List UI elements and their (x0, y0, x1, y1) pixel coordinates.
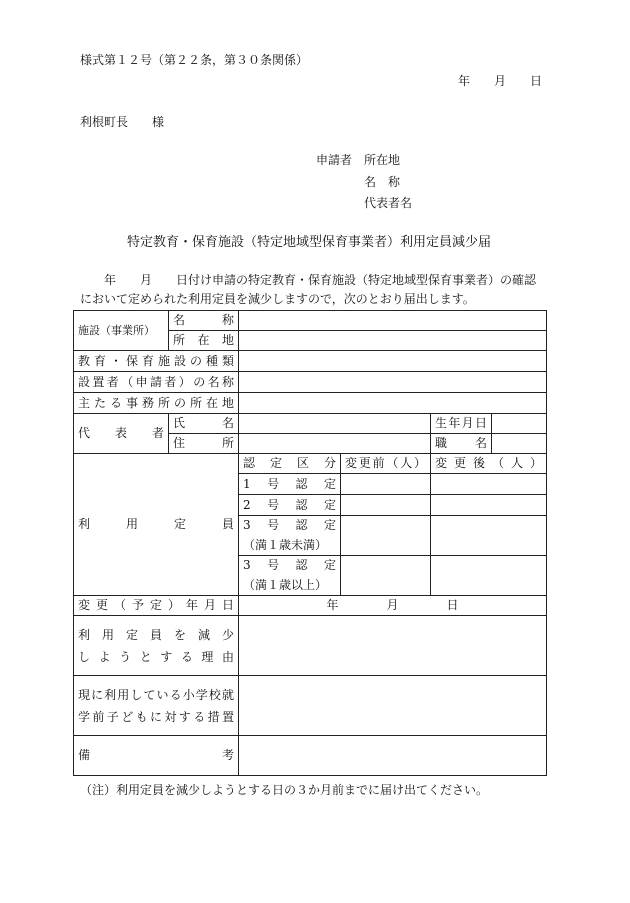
office-location-label: 主たる事務所の所在地 (74, 393, 239, 414)
birthdate-label: 生年月日 (431, 414, 492, 433)
birthdate-field[interactable] (492, 414, 546, 433)
representative-label: 代表者 (74, 414, 169, 454)
rep-name-field[interactable] (239, 414, 431, 434)
footnote: （注）利用定員を減少しようとする日の３か月前までに届け出てください。 (80, 783, 489, 797)
addressee: 利根町長 様 (80, 115, 165, 129)
cert1-before-field[interactable] (341, 474, 431, 495)
facility-type-field[interactable] (239, 351, 547, 372)
facility-location-label: 所在地 (169, 331, 239, 351)
position-label: 職名 (431, 434, 492, 453)
reason-field[interactable] (239, 616, 547, 676)
cert3b-sub-label: （満１歳以上） (239, 576, 341, 596)
reason-label-line-1: 利用定員を減少 (78, 627, 234, 642)
before-header: 変更前（人） (341, 454, 431, 474)
form-number: 様式第１２号（第２２条，第３０条関係） (80, 53, 309, 67)
cert3b-label: 3号認定 (239, 556, 341, 576)
category-header: 認定区分 (239, 454, 341, 474)
remarks-label: 備考 (74, 736, 239, 776)
rep-address-label: 住所 (169, 434, 239, 454)
founder-name-field[interactable] (239, 372, 547, 393)
birthdate-cell (431, 414, 547, 434)
cert2-before-field[interactable] (341, 495, 431, 516)
reason-label (74, 616, 239, 676)
measure-label (74, 676, 239, 736)
reason-label-line-2: しようとする理由 (78, 649, 234, 664)
remarks-field[interactable] (239, 736, 547, 776)
facility-name-field[interactable] (239, 311, 547, 331)
cert3a-before-field[interactable] (341, 516, 431, 556)
rep-name-label: 氏名 (169, 414, 239, 434)
cert1-after-field[interactable] (431, 474, 547, 495)
position-cell (431, 434, 547, 454)
facility-type-label: 教育・保育施設の種類 (74, 351, 239, 372)
notification-table (73, 310, 547, 776)
capacity-label: 利用定員 (74, 454, 239, 596)
applicant-rep-label: 代表者名 (364, 196, 413, 210)
rep-address-field[interactable] (239, 434, 431, 454)
measure-label-line-2: 学前子どもに対する措置 (78, 709, 234, 724)
position-field[interactable] (492, 434, 546, 453)
applicant-name-label: 名 称 (364, 175, 401, 189)
intro-line-1: 年 月 日付け申請の特定教育・保育施設（特定地域型保育事業者）の確認 (80, 273, 537, 287)
cert3a-sub-label: （満１歳未満） (239, 536, 341, 556)
cert3b-before-field[interactable] (341, 556, 431, 596)
change-date-value[interactable]: 年 月 日 (239, 596, 547, 616)
measure-field[interactable] (239, 676, 547, 736)
measure-label-line-1: 現に利用している小学校就 (78, 687, 234, 702)
cert2-after-field[interactable] (431, 495, 547, 516)
facility-location-field[interactable] (239, 331, 547, 351)
facility-name-label: 名称 (169, 311, 239, 331)
office-location-field[interactable] (239, 393, 547, 414)
document-title: 特定教育・保育施設（特定地域型保育事業者）利用定員減少届 (127, 235, 492, 250)
cert1-label: 1号認定 (239, 474, 341, 495)
cert3a-after-field[interactable] (431, 516, 547, 556)
after-header: 変更後（人） (431, 454, 547, 474)
founder-name-label: 設置者（申請者）の名称 (74, 372, 239, 393)
date-line: 年 月 日 (458, 74, 543, 88)
applicant-address-label: 所在地 (364, 153, 401, 167)
intro-line-2: において定められた利用定員を減少しますので，次のとおり届出します。 (80, 292, 475, 306)
applicant-role: 申請者 (316, 153, 353, 167)
cert3a-label: 3号認定 (239, 516, 341, 536)
cert2-label: 2号認定 (239, 495, 341, 516)
facility-label: 施設（事業所） (74, 311, 169, 351)
cert3b-after-field[interactable] (431, 556, 547, 596)
change-date-label: 変更（予定）年月日 (74, 596, 239, 616)
